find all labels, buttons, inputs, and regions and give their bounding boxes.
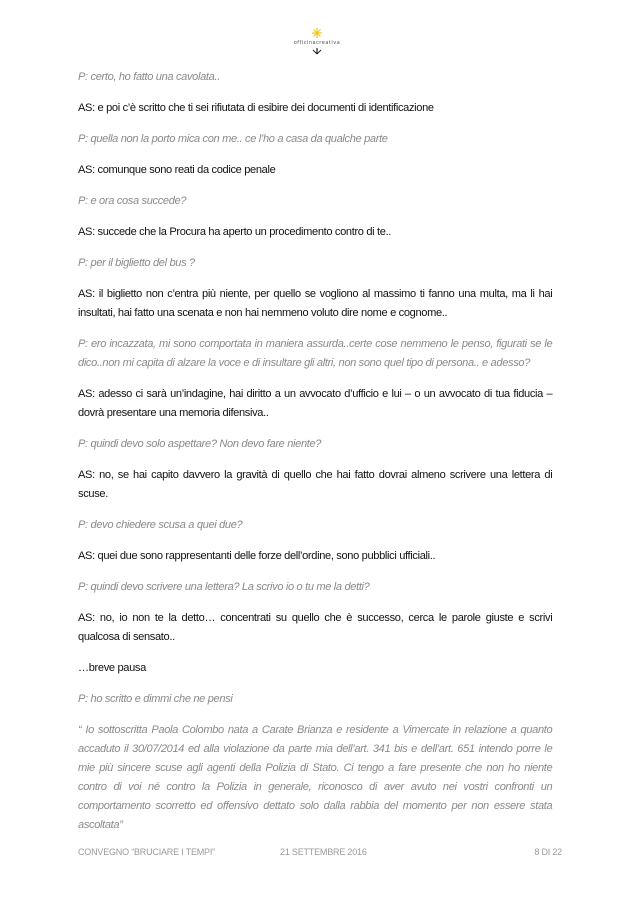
dialogue-line-p: “ Io sottoscritta Paola Colombo nata a Carate Brianza e residente a Vimercate in relazione a quanto accaduto il 30/07/2014 ed alla violazione da parte mia dell’art. 341 bis e dell’art. 651 intendo porre le mie più sincere scuse agli agenti della Polizia di Stato. Ci tengo a fare presente che non ho niente contro di voi né contro la Polizia in generale, riconosco di aver avuto nei vostri confronti un comportamento scorretto ed offensivo dettato solo dalla rabbia del momento per non essere stata ascoltata” (78, 724, 553, 831)
dialogue-body (78, 68, 562, 847)
dialogue-line-p: P: e ora cosa succede? (78, 195, 187, 207)
dialogue-line-as: AS: no, se hai capito davvero la gravità di quello che hai fatto dovrai almeno scrivere una lettera di scuse. (78, 469, 553, 500)
dialogue-line-as: AS: succede che la Procura ha aperto un procedimento contro di te.. (78, 226, 392, 238)
dialogue-line-p: P: quella non la porto mica con me.. ce l’ho a casa da qualche parte (78, 133, 388, 145)
footer-date: 21 SETTEMBRE 2016 (280, 847, 367, 857)
logo-text: officinacreativa (293, 40, 341, 46)
dialogue-line-p: P: ero incazzata, mi sono comportata in maniera assurda..certe cose nemmeno le penso, figurati se le dico..non mi capita di alzare la voce e di insultare gli altri, non sono quel tipo di persona.. e adesso? (78, 338, 553, 369)
dialogue-line-as: …breve pausa (78, 662, 146, 674)
dialogue-line-p: P: certo, ho fatto una cavolata.. (78, 71, 220, 83)
footer-page-number: 8 DI 22 (534, 847, 562, 857)
dialogue-line-p: P: quindi devo solo aspettare? Non devo fare niente? (78, 438, 322, 450)
dialogue-line-as: AS: quei due sono rappresentanti delle forze dell’ordine, sono pubblici ufficiali.. (78, 550, 436, 562)
dialogue-line-p: P: ho scritto e dimmi che ne pensi (78, 693, 233, 705)
dialogue-line-p: P: per il biglietto del bus ? (78, 257, 195, 269)
dialogue-line-as: AS: il biglietto non c’entra più niente, per quello se vogliono al massimo ti fanno una multa, ma li hai insultati, hai fatto una scenata e non hai nemmeno voluto dire nome e cognome.. (78, 288, 553, 319)
dialogue-line-as: AS: e poi c’è scritto che ti sei rifiutata di esibire dei documenti di identificazione (78, 102, 434, 114)
officina-creativa-logo (291, 26, 343, 56)
dialogue-line-as: AS: adesso ci sarà un’indagine, hai diritto a un avvocato d’ufficio e lui – o un avvocato di tua fiducia – dovrà presentare una memoria difensiva.. (78, 388, 553, 419)
dialogue-line-as: AS: no, io non te la detto… concentrati su quello che è successo, cerca le parole giuste e scrivi qualcosa di sensato.. (78, 612, 553, 643)
dialogue-line-p: P: quindi devo scrivere una lettera? La scrivo io o tu me la detti? (78, 581, 370, 593)
dialogue-line-p: P: devo chiedere scusa a quei due? (78, 519, 243, 531)
footer-event-title: CONVEGNO “BRUCIARE I TEMPI” (78, 847, 215, 857)
dialogue-line-as: AS: comunque sono reati da codice penale (78, 164, 276, 176)
page-footer (78, 847, 562, 861)
